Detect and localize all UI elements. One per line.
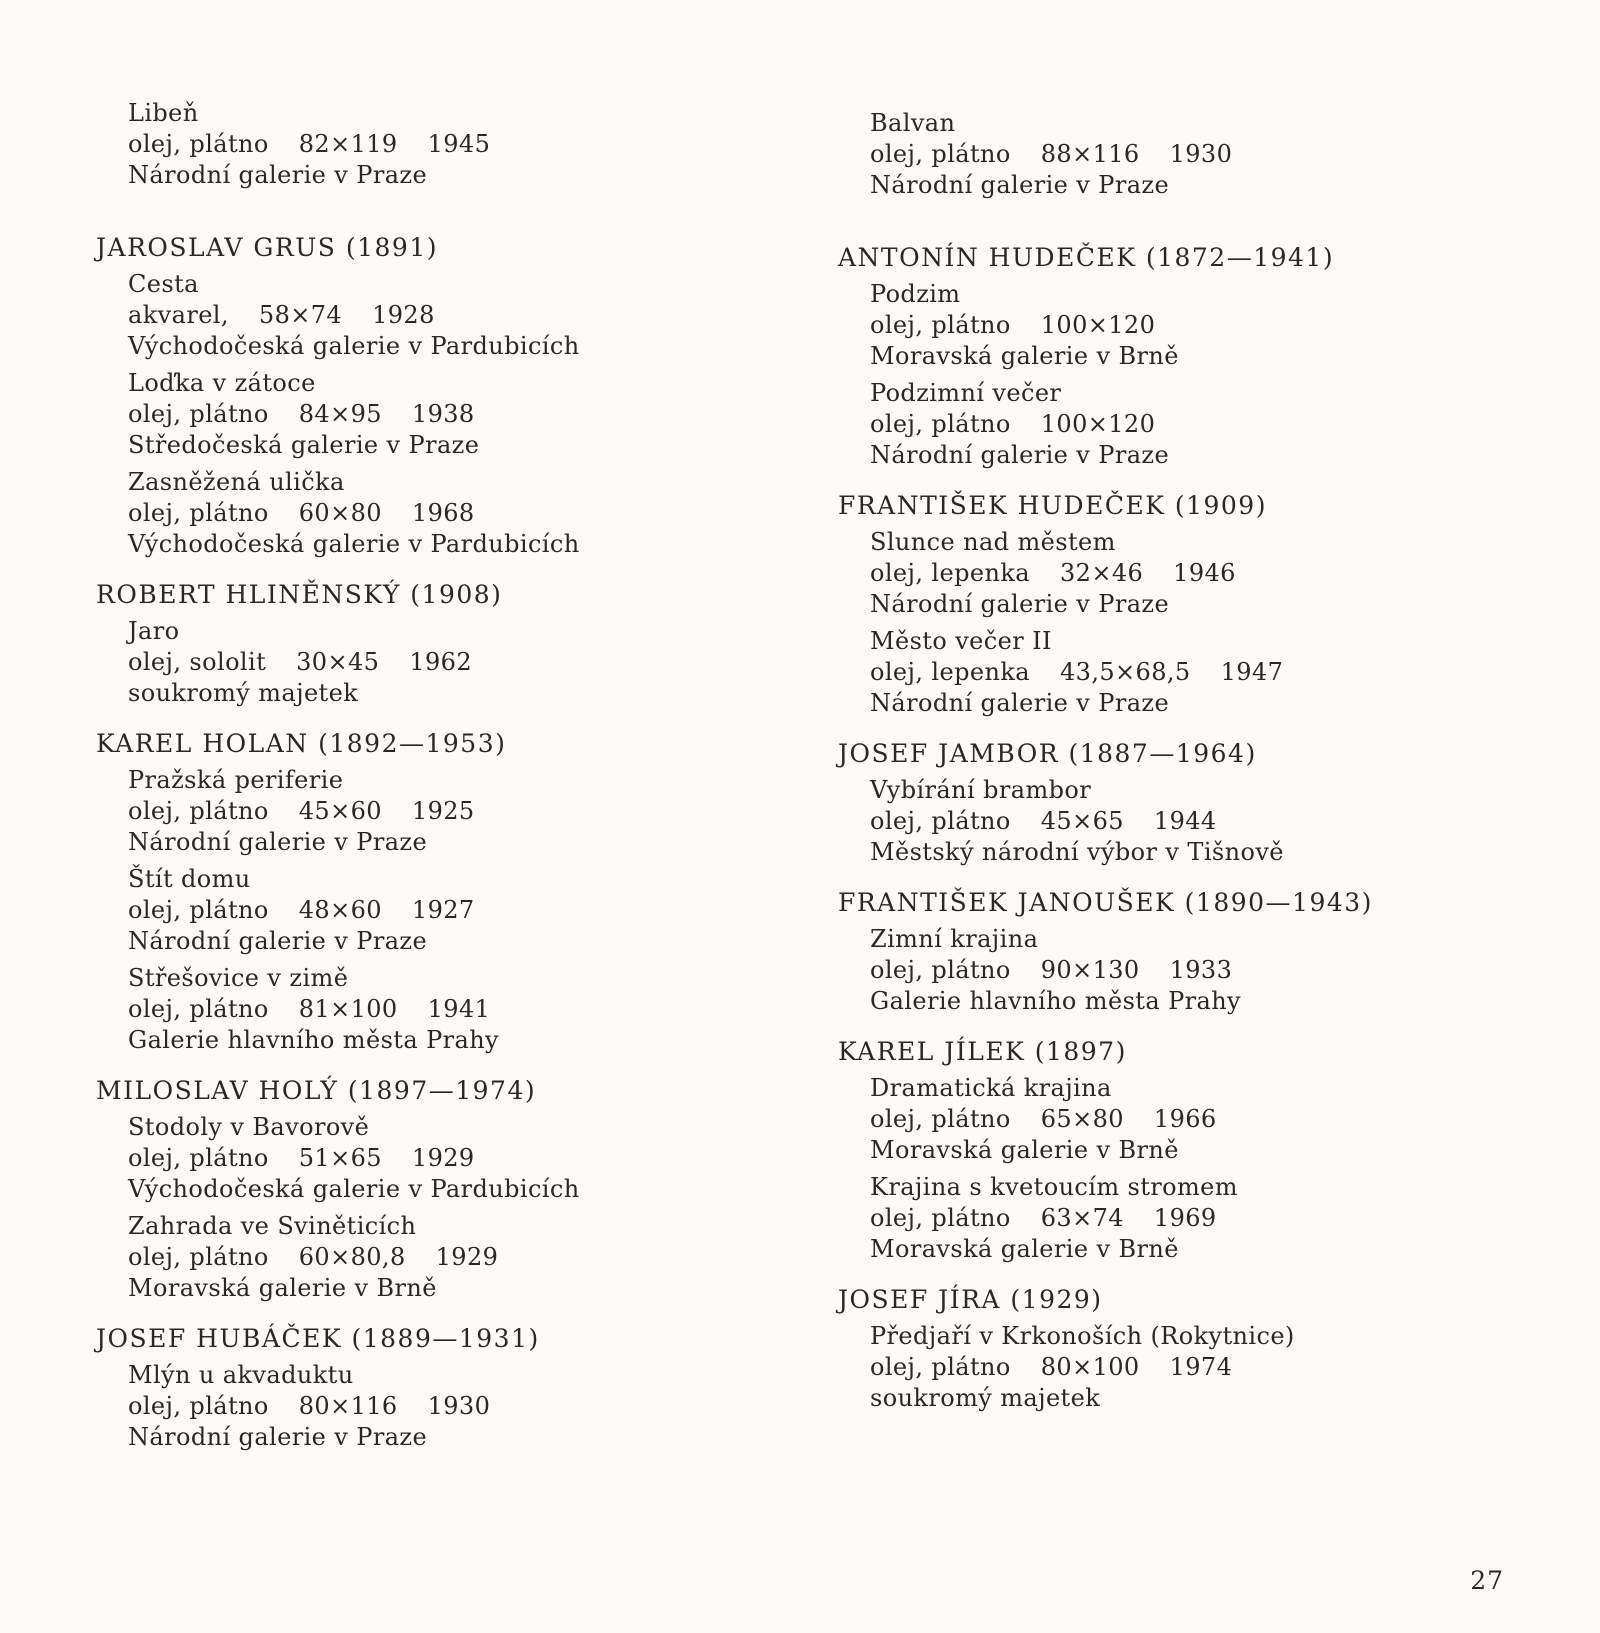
artwork-title: Dramatická krajina	[870, 1074, 1112, 1102]
artwork-year: 1927	[411, 896, 475, 924]
artwork-dimensions: 60×80,8	[298, 1243, 406, 1271]
artist-entry	[838, 108, 1478, 201]
artwork-owner: Moravská galerie v Brně	[128, 1274, 437, 1302]
artwork-owner: Galerie hlavního města Prahy	[128, 1026, 500, 1054]
artwork-title: Slunce nad městem	[870, 528, 1116, 556]
artist-entry	[96, 578, 736, 709]
artist-name: JOSEF HUBÁČEK (1889—1931)	[96, 1324, 540, 1353]
artwork-title: Krajina s kvetoucím stromem	[870, 1173, 1238, 1201]
artwork-owner: Národní galerie v Praze	[128, 161, 428, 189]
artwork-details	[128, 498, 736, 529]
artwork-title: Zimní krajina	[870, 925, 1039, 953]
artwork-list	[838, 924, 1478, 1017]
artwork-dimensions: 48×60	[298, 896, 382, 924]
artwork-year: 1929	[435, 1243, 499, 1271]
artwork-title: Loďka v zátoce	[128, 369, 316, 397]
artwork-details	[128, 399, 736, 430]
artwork-owner: Moravská galerie v Brně	[870, 342, 1179, 370]
artwork-details	[870, 1203, 1478, 1234]
artwork-title: Předjaří v Krkonoších (Rokytnice)	[870, 1322, 1295, 1350]
artwork-title: Střešovice v zimě	[128, 964, 349, 992]
artwork-owner: Národní galerie v Praze	[128, 927, 428, 955]
artwork-dimensions: 80×100	[1040, 1353, 1140, 1381]
artwork-title: Mlýn u akvaduktu	[128, 1361, 354, 1389]
artwork-dimensions: 63×74	[1040, 1204, 1124, 1232]
artwork-year: 1928	[372, 301, 435, 329]
artwork-dimensions: 45×65	[1040, 807, 1124, 835]
artwork-details	[128, 895, 736, 926]
artwork-medium: olej, plátno	[870, 1353, 1011, 1381]
artist-entry	[96, 727, 736, 1056]
artwork-details	[128, 1143, 736, 1174]
artwork-details	[128, 1242, 736, 1273]
artwork-owner: Městský národní výbor v Tišnově	[870, 838, 1284, 866]
artist-entry	[838, 1283, 1478, 1414]
artwork-dimensions: 84×95	[298, 400, 382, 428]
artwork-details	[870, 955, 1478, 986]
artwork-list	[838, 108, 1478, 201]
artwork-title: Podzim	[870, 280, 961, 308]
artist-name: JAROSLAV GRUS (1891)	[96, 233, 438, 262]
artist-entry	[96, 98, 736, 191]
artwork-entry	[870, 1321, 1478, 1414]
artwork-entry	[128, 963, 736, 1056]
artwork-medium: olej, plátno	[128, 1243, 269, 1271]
artist-entry	[838, 241, 1478, 471]
artwork-owner: Národní galerie v Praze	[870, 590, 1170, 618]
artwork-details	[128, 129, 736, 160]
artwork-list	[838, 1321, 1478, 1414]
artist-entry	[838, 489, 1478, 719]
artwork-year: 1969	[1153, 1204, 1217, 1232]
artwork-list	[96, 1112, 736, 1304]
artwork-year: 1944	[1153, 807, 1217, 835]
artwork-medium: olej, plátno	[870, 1105, 1011, 1133]
artwork-medium: olej, plátno	[128, 797, 269, 825]
artwork-details	[870, 310, 1478, 341]
artwork-year: 1966	[1153, 1105, 1217, 1133]
artwork-medium: olej, plátno	[128, 896, 269, 924]
artist-entry	[838, 737, 1478, 868]
artwork-title: Podzimní večer	[870, 379, 1062, 407]
artwork-medium: olej, lepenka	[870, 559, 1030, 587]
artwork-entry	[870, 527, 1478, 620]
artwork-entry	[870, 1073, 1478, 1166]
artwork-title: Pražská periferie	[128, 766, 344, 794]
artwork-medium: olej, plátno	[128, 1144, 269, 1172]
artwork-title: Jaro	[128, 617, 180, 645]
artwork-owner: Středočeská galerie v Praze	[128, 431, 480, 459]
artist-entry	[96, 1074, 736, 1304]
artwork-year: 1933	[1169, 956, 1233, 984]
artwork-entry	[128, 98, 736, 191]
artwork-medium: olej, plátno	[128, 1392, 269, 1420]
artwork-owner: soukromý majetek	[128, 679, 359, 707]
artwork-year: 1941	[427, 995, 491, 1023]
artwork-dimensions: 32×46	[1059, 559, 1144, 587]
artwork-entry	[128, 1112, 736, 1205]
artwork-title: Štít domu	[128, 865, 251, 893]
artwork-owner: Národní galerie v Praze	[870, 689, 1170, 717]
artwork-title: Stodoly v Bavorově	[128, 1113, 370, 1141]
artwork-entry	[870, 1172, 1478, 1265]
right-column	[838, 108, 1478, 1432]
artwork-dimensions: 60×80	[298, 499, 382, 527]
artist-name: FRANTIŠEK JANOUŠEK (1890—1943)	[838, 888, 1373, 917]
artwork-year: 1968	[411, 499, 475, 527]
artwork-details	[870, 657, 1478, 688]
artwork-entry	[870, 924, 1478, 1017]
artwork-medium: olej, sololit	[128, 648, 267, 676]
artwork-list	[96, 616, 736, 709]
artwork-list	[96, 765, 736, 1056]
artwork-title: Libeň	[128, 99, 199, 127]
artwork-list	[96, 1360, 736, 1453]
artwork-details	[870, 1352, 1478, 1383]
artwork-dimensions: 90×130	[1040, 956, 1140, 984]
artwork-year: 1947	[1220, 658, 1284, 686]
artist-name: ROBERT HLINĚNSKÝ (1908)	[96, 580, 503, 609]
artist-name: FRANTIŠEK HUDEČEK (1909)	[838, 491, 1267, 520]
artwork-year: 1929	[411, 1144, 475, 1172]
artist-entry	[96, 1322, 736, 1453]
artwork-year: 1925	[411, 797, 475, 825]
artist-entry	[838, 886, 1478, 1017]
artwork-title: Cesta	[128, 270, 199, 298]
artwork-owner: Východočeská galerie v Pardubicích	[128, 530, 580, 558]
artwork-details	[870, 409, 1478, 440]
artwork-entry	[870, 775, 1478, 868]
artwork-medium: olej, plátno	[870, 311, 1011, 339]
artwork-entry	[128, 616, 736, 709]
artwork-dimensions: 82×119	[298, 130, 398, 158]
artwork-year: 1946	[1173, 559, 1236, 587]
artwork-title: Balvan	[870, 109, 956, 137]
artwork-details	[128, 1391, 736, 1422]
page-number: 27	[1470, 1566, 1504, 1595]
artwork-owner: Národní galerie v Praze	[128, 828, 428, 856]
artwork-list	[96, 98, 736, 191]
artist-name: JOSEF JÍRA (1929)	[838, 1285, 1103, 1314]
artwork-medium: olej, plátno	[870, 807, 1011, 835]
artwork-dimensions: 100×120	[1040, 410, 1156, 438]
artwork-list	[96, 269, 736, 560]
artwork-medium: olej, plátno	[128, 130, 269, 158]
artwork-entry	[128, 864, 736, 957]
artwork-dimensions: 80×116	[298, 1392, 398, 1420]
artwork-medium: akvarel,	[128, 301, 229, 329]
artwork-owner: Moravská galerie v Brně	[870, 1235, 1179, 1263]
artwork-entry	[128, 1360, 736, 1453]
artwork-owner: soukromý majetek	[870, 1384, 1101, 1412]
artwork-details	[128, 300, 736, 331]
artwork-medium: olej, plátno	[870, 140, 1011, 168]
artwork-list	[838, 527, 1478, 719]
artwork-year: 1930	[1169, 140, 1233, 168]
artist-entry	[96, 231, 736, 560]
artwork-medium: olej, plátno	[870, 956, 1011, 984]
artwork-entry	[870, 626, 1478, 719]
artwork-entry	[128, 467, 736, 560]
artist-name: MILOSLAV HOLÝ (1897—1974)	[96, 1076, 537, 1105]
left-column	[96, 98, 736, 1471]
artwork-dimensions: 45×60	[298, 797, 382, 825]
artist-name: KAREL HOLAN (1892—1953)	[96, 729, 507, 758]
artwork-dimensions: 100×120	[1040, 311, 1156, 339]
artwork-title: Zasněžená ulička	[128, 468, 345, 496]
artwork-details	[870, 558, 1478, 589]
artwork-details	[128, 647, 736, 678]
artwork-entry	[870, 108, 1478, 201]
artwork-year: 1962	[409, 648, 472, 676]
artwork-dimensions: 43,5×68,5	[1059, 658, 1191, 686]
artist-entry	[838, 1035, 1478, 1265]
artwork-dimensions: 30×45	[296, 648, 380, 676]
artwork-medium: olej, plátno	[870, 410, 1011, 438]
artwork-details	[870, 806, 1478, 837]
artwork-dimensions: 88×116	[1040, 140, 1140, 168]
artwork-owner: Východočeská galerie v Pardubicích	[128, 332, 580, 360]
artwork-details	[128, 994, 736, 1025]
artwork-title: Vybírání brambor	[870, 776, 1092, 804]
artwork-list	[838, 279, 1478, 471]
artwork-medium: olej, lepenka	[870, 658, 1030, 686]
artwork-entry	[870, 378, 1478, 471]
artwork-medium: olej, plátno	[128, 400, 269, 428]
artwork-entry	[128, 368, 736, 461]
artwork-list	[838, 1073, 1478, 1265]
artwork-entry	[870, 279, 1478, 372]
artist-name: ANTONÍN HUDEČEK (1872—1941)	[838, 243, 1335, 272]
artwork-year: 1974	[1169, 1353, 1233, 1381]
artwork-owner: Národní galerie v Praze	[128, 1423, 428, 1451]
artwork-year: 1930	[427, 1392, 491, 1420]
artist-name: KAREL JÍLEK (1897)	[838, 1037, 1127, 1066]
artwork-entry	[128, 269, 736, 362]
artwork-medium: olej, plátno	[128, 499, 269, 527]
artwork-details	[128, 796, 736, 827]
artwork-dimensions: 51×65	[298, 1144, 382, 1172]
artwork-medium: olej, plátno	[128, 995, 269, 1023]
artwork-list	[838, 775, 1478, 868]
artwork-entry	[128, 1211, 736, 1304]
artwork-details	[870, 1104, 1478, 1135]
artwork-owner: Moravská galerie v Brně	[870, 1136, 1179, 1164]
artwork-details	[870, 139, 1478, 170]
artwork-owner: Východočeská galerie v Pardubicích	[128, 1175, 580, 1203]
artist-name: JOSEF JAMBOR (1887—1964)	[838, 739, 1257, 768]
artwork-owner: Národní galerie v Praze	[870, 441, 1170, 469]
artwork-year: 1938	[411, 400, 475, 428]
artwork-owner: Národní galerie v Praze	[870, 171, 1170, 199]
artwork-dimensions: 65×80	[1040, 1105, 1124, 1133]
artwork-dimensions: 58×74	[258, 301, 343, 329]
artwork-year: 1945	[427, 130, 491, 158]
artwork-dimensions: 81×100	[298, 995, 398, 1023]
artwork-owner: Galerie hlavního města Prahy	[870, 987, 1242, 1015]
artwork-entry	[128, 765, 736, 858]
artwork-medium: olej, plátno	[870, 1204, 1011, 1232]
artwork-title: Město večer II	[870, 627, 1052, 655]
artwork-title: Zahrada ve Sviněticích	[128, 1212, 417, 1240]
